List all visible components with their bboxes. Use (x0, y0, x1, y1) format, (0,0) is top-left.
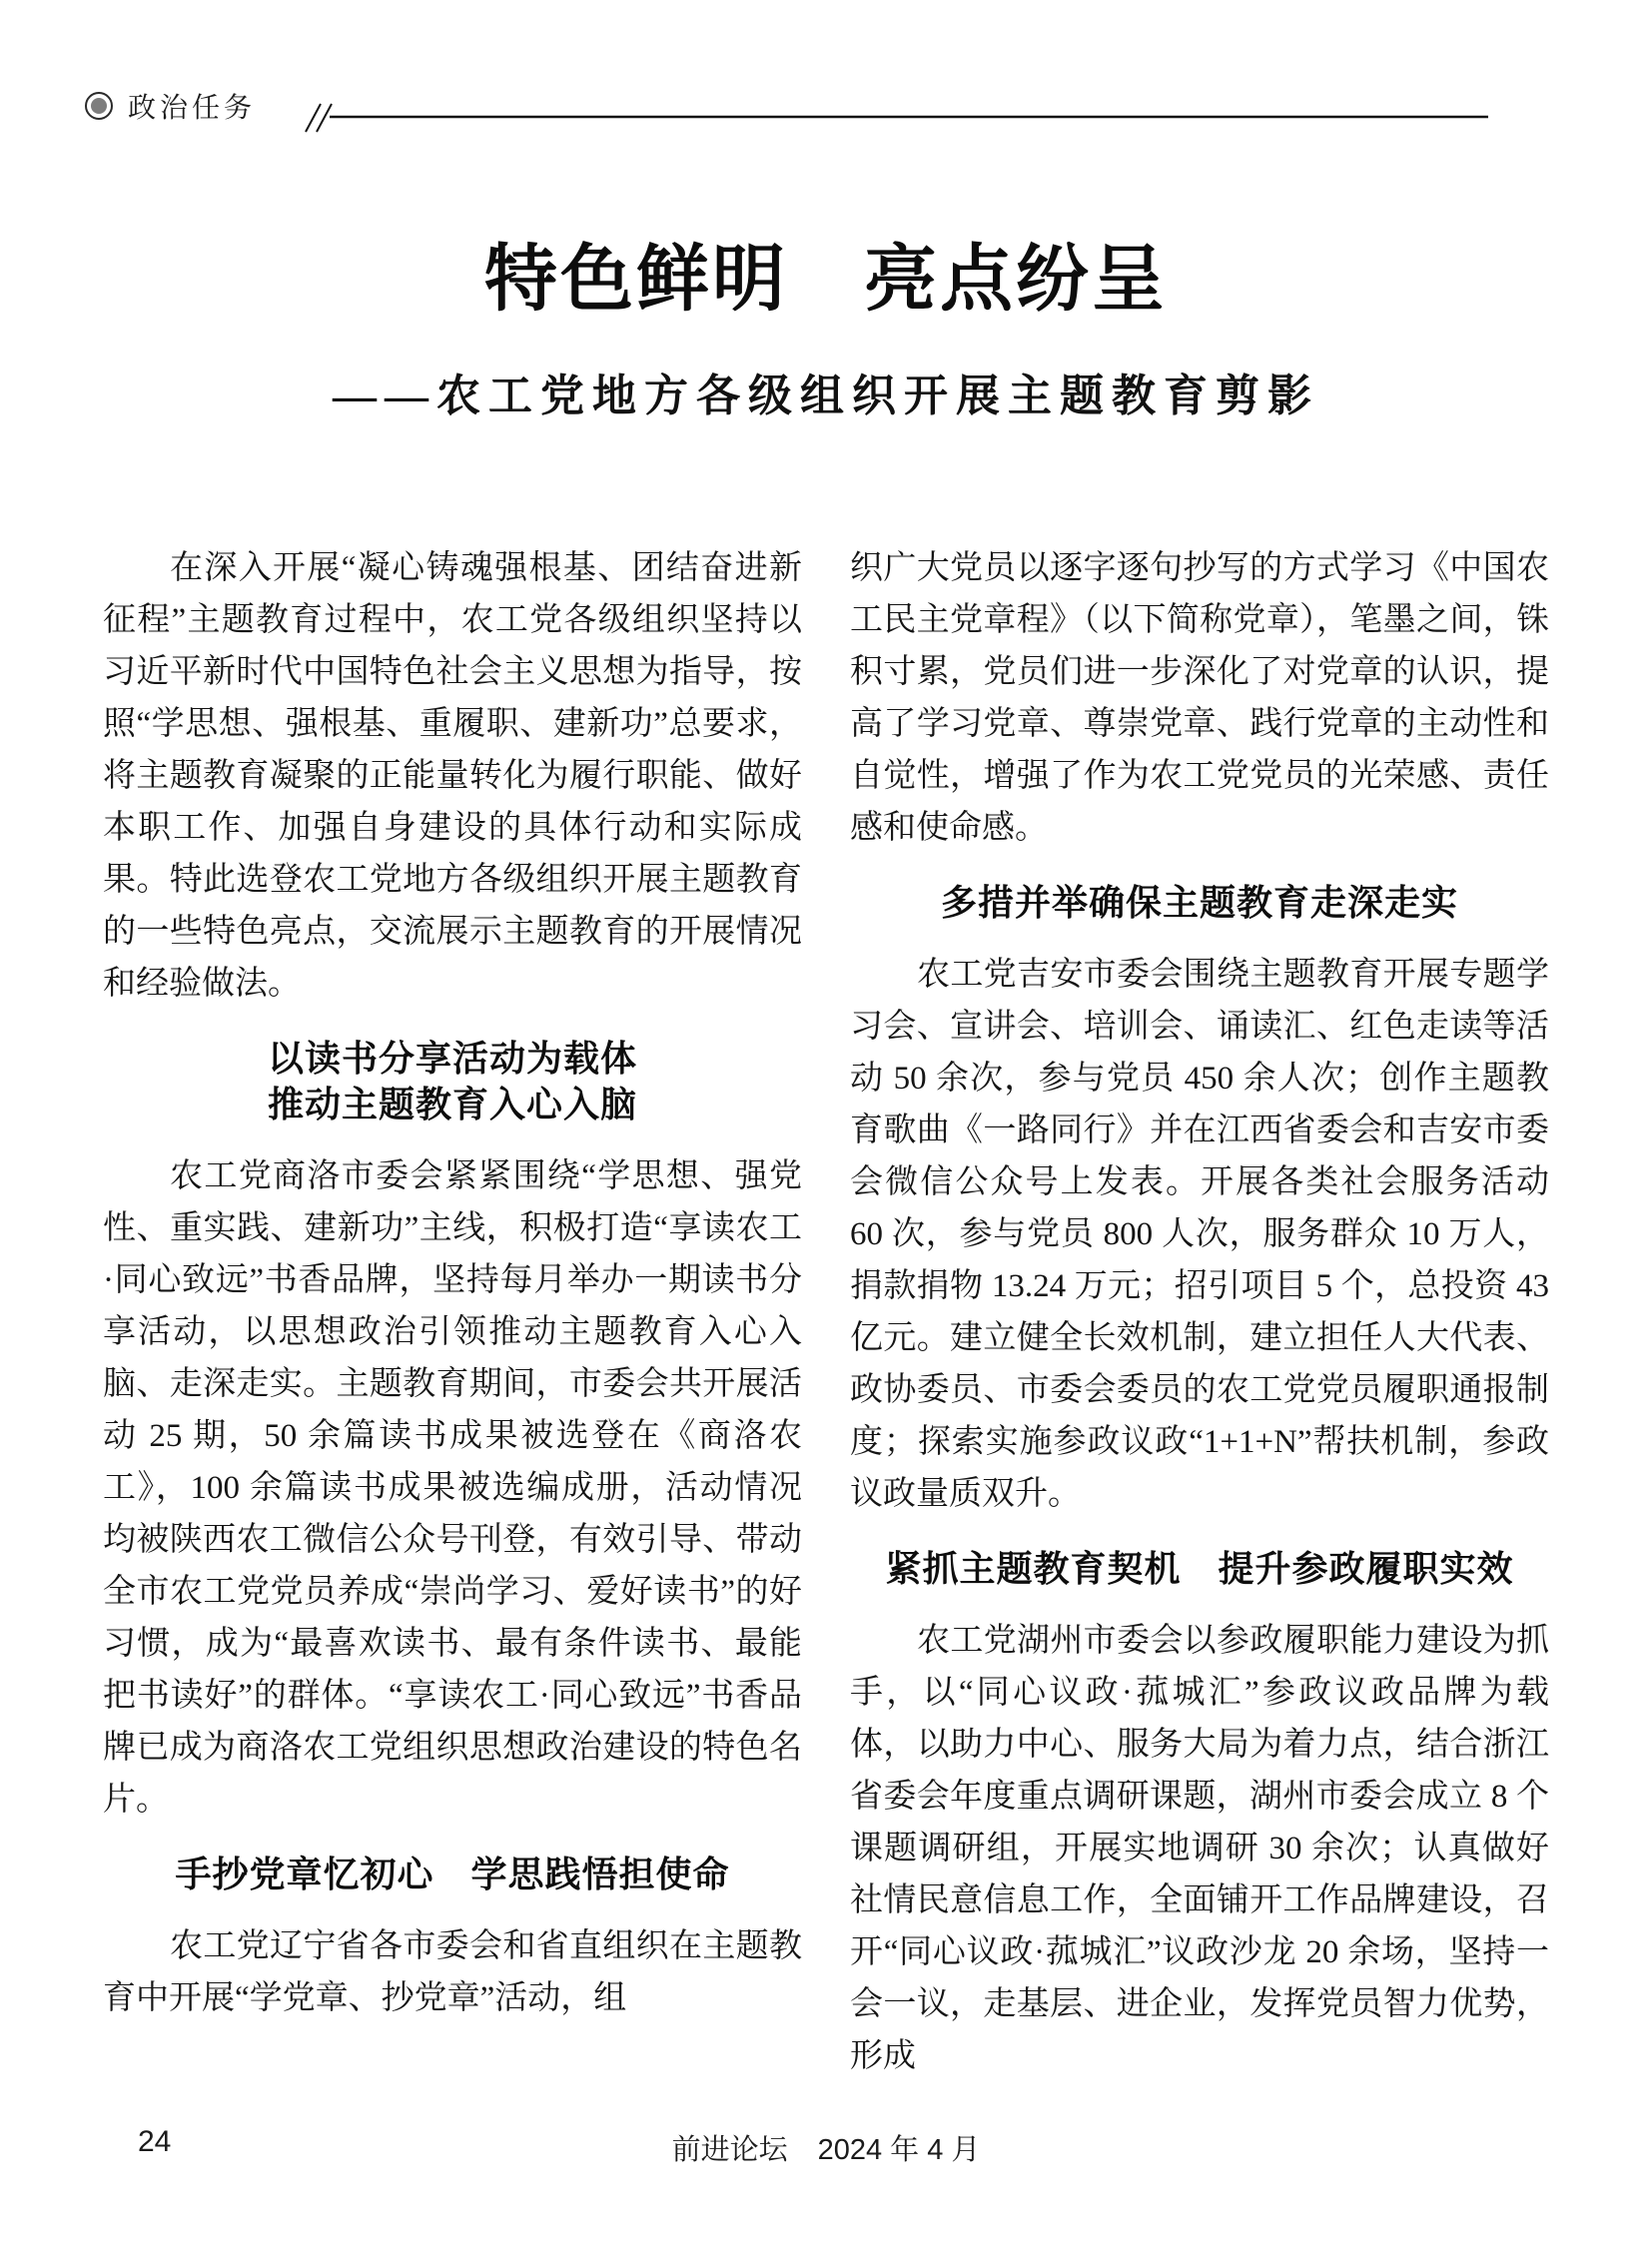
paragraph-liaoning-start: 农工党辽宁省各市委会和省直组织在主题教育中开展“学党章、抄党章”活动，组 (103, 1928, 802, 2016)
right-column (850, 542, 1549, 2082)
page-number: 24 (138, 2125, 172, 2158)
section-heading-reading (103, 1036, 802, 1127)
section-heading-opportunity: 紧抓主题教育契机 提升参政履职实效 (885, 1548, 1514, 1589)
journal-name: 前进论坛 (671, 2134, 788, 2166)
header-rule-decoration (300, 98, 1493, 134)
footer (0, 2127, 1652, 2168)
paragraph-jian: 农工党吉安市委会围绕主题教育开展专题学习会、宣讲会、培训会、诵读汇、红色走读等活动 50 余次，参与党员 450 余人次；创作主题教育歌曲《一路同行》并在江西省委会和吉安市委会微信公众号上发表。开展各类社会服务活动 60 次，参与党员 800 人次，服务群众 10 万人，捐款捐物 13.24 万元；招引项目 5 个，总投资 43 亿元。建立健全长效机制，建立担任人大代表、政协委员、市委会委员的农工党党员履职通报制度；探索实施参政议政“1+1+N”帮扶机制，参政议政量质双升。 (850, 957, 1549, 1512)
article-subtitle: ——农工党地方各级组织开展主题教育剪影 (333, 372, 1319, 420)
section-heading-copy-charter: 手抄党章忆初心 学思践悟担使命 (175, 1854, 730, 1894)
paragraph-intro: 在深入开展“凝心铸魂强根基、团结奋进新征程”主题教育过程中，农工党各级组织坚持以习近平新时代中国特色社会主义思想为指导，按照“学思想、强根基、重履职、建新功”总要求，将主题教育凝聚的正能量转化为履行职能、做好本职工作、加强自身建设的具体行动和实际成果。特此选登农工党地方各级组织开展主题教育的一些特色亮点，交流展示主题教育的开展情况和经验做法。 (103, 550, 802, 1002)
section-bullet-icon (85, 92, 113, 120)
issue-date: 2024 年 4 月 (817, 2134, 981, 2166)
section-heading-line1: 以读书分享活动为载体 (267, 1038, 637, 1079)
paragraph-shangluo: 农工党商洛市委会紧紧围绕“学思想、强党性、重实践、建新功”主线，积极打造“享读农工·同心致远”书香品牌，坚持每月举办一期读书分享活动，以思想政治引领推动主题教育入心入脑、走深走实。主题教育期间，市委会共开展活动 25 期，50 余篇读书成果被选登在《商洛农工》，100 余篇读书成果被选编成册，活动情况均被陕西农工微信公众号刊登，有效引导、带动全市农工党党员养成“崇尚学习、爱好读书”的好习惯，成为“最喜欢读书、最有条件读书、最能把书读好”的群体。“享读农工·同心致远”书香品牌已成为商洛农工党组织思想政治建设的特色名片。 (103, 1158, 802, 1818)
left-column (103, 542, 802, 2024)
paragraph-liaoning-continued: 织广大党员以逐字逐句抄写的方式学习《中国农工民主党章程》（以下简称党章），笔墨之间，铢积寸累，党员们进一步深化了对党章的认识，提高了学习党章、尊崇党章、践行党章的主动性和自觉性，增强了作为农工党党员的光荣感、责任感和使命感。 (850, 550, 1549, 846)
paragraph-huzhou: 农工党湖州市委会以参政履职能力建设为抓手，以“同心议政·菰城汇”参政议政品牌为载体，以助力中心、服务大局为着力点，结合浙江省委会年度重点调研课题，湖州市委会成立 8 个课题调研组，开展实地调研 30 余次；认真做好社情民意信息工作，全面铺开工作品牌建设，召开“同心议政·菰城汇”议政沙龙 20 余场，坚持一会一议，走基层、进企业，发挥党员智力优势，形成 (850, 1623, 1549, 2074)
article-title: 特色鲜明 亮点纷呈 (484, 239, 1168, 320)
section-label: 政治任务 (128, 93, 257, 124)
section-heading-measures: 多措并举确保主题教育走深走实 (940, 882, 1458, 923)
section-heading-line2: 推动主题教育入心入脑 (267, 1084, 637, 1124)
page-header (85, 86, 256, 126)
